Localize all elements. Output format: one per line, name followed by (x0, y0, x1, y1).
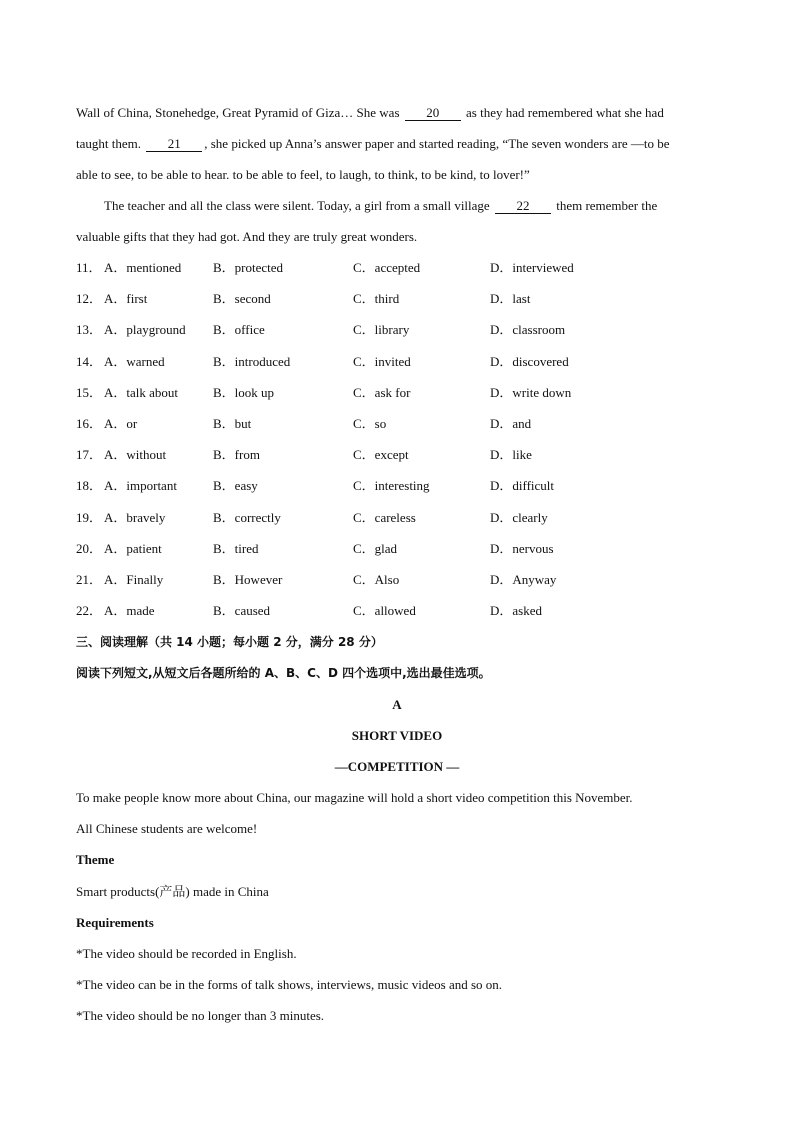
question-options-row (76, 478, 726, 494)
option-a: A．patient (104, 540, 162, 556)
question-number: 16． (76, 416, 103, 431)
blank-20: 20 (405, 106, 461, 121)
option-a: A．first (104, 291, 148, 307)
question-options-row (76, 416, 726, 432)
option-d: D．and (490, 416, 532, 431)
option-c: C．ask for (353, 384, 411, 400)
option-d: D．discovered (490, 353, 569, 369)
passage-text: as they had remembered what she had (466, 105, 664, 120)
option-d: D．nervous (490, 540, 554, 556)
option-d: D．interviewed (490, 260, 574, 275)
option-a: A．bravely (104, 509, 166, 525)
blank-21: 21 (146, 137, 202, 152)
option-c: C．interesting (353, 478, 430, 494)
option-b: B．correctly (213, 509, 281, 525)
option-c: C．except (353, 447, 409, 463)
question-options-row (76, 510, 726, 526)
option-c: C．Also (353, 572, 400, 587)
passage-line-4 (104, 198, 718, 214)
section-instruction: 阅读下列短文,从短文后各题所给的 A、B、C、D 四个选项中,选出最佳选项。 (76, 666, 491, 680)
question-options-row (76, 322, 726, 338)
option-a: A．Finally (104, 572, 164, 587)
option-b: B．protected (213, 260, 284, 275)
theme-label: Theme (76, 852, 115, 867)
option-d: D．write down (490, 384, 572, 400)
question-number: 22． (76, 603, 103, 619)
option-b: B．look up (213, 384, 275, 400)
requirements-label: Requirements (76, 915, 154, 930)
option-b: B．from (213, 447, 260, 463)
option-d: D．clearly (490, 509, 548, 525)
passage-line-5: valuable gifts that they had got. And they are truly great wonders. (76, 229, 418, 244)
ad-subtitle: —COMPETITION — (334, 759, 460, 774)
option-a: A．playground (104, 322, 186, 338)
passage-text: , she picked up Anna’s answer paper and started reading, “The seven wonders are —to be (204, 136, 670, 151)
option-b: B．introduced (213, 353, 291, 369)
theme-text: Smart products(产品) made in China (76, 884, 269, 899)
passage-letter: A (392, 697, 402, 712)
option-d: D．asked (490, 603, 542, 619)
question-options-row (76, 447, 726, 463)
question-options-row (76, 260, 726, 276)
blank-22: 22 (495, 199, 551, 214)
option-b: B．easy (213, 478, 258, 494)
option-a: A．mentioned (104, 260, 182, 275)
question-number: 21． (76, 572, 103, 587)
question-number: 19． (76, 509, 103, 525)
question-number: 13． (76, 322, 103, 338)
passage-text: taught them. (76, 136, 141, 151)
question-number: 18． (76, 478, 103, 494)
requirement-1: *The video should be recorded in English. (76, 946, 297, 961)
passage-text: them remember the (556, 198, 658, 213)
question-number: 14． (76, 353, 103, 369)
option-a: A．important (104, 478, 177, 494)
option-c: C．third (353, 291, 400, 307)
option-a: A．or (104, 416, 138, 431)
option-d: D．last (490, 291, 531, 307)
requirement-3: *The video should be no longer than 3 minutes. (76, 1008, 325, 1023)
option-c: C．careless (353, 509, 416, 525)
question-options-row (76, 291, 726, 307)
option-c: C．accepted (353, 260, 421, 275)
option-a: A．talk about (104, 384, 179, 400)
option-c: C．so (353, 416, 387, 431)
question-number: 20． (76, 540, 103, 556)
option-c: C．allowed (353, 603, 416, 619)
requirement-2: *The video can be in the forms of talk shows, interviews, music videos and so on. (76, 977, 503, 992)
option-a: A．warned (104, 353, 165, 369)
question-number: 17． (76, 447, 103, 463)
option-b: B．office (213, 322, 265, 338)
option-c: C．glad (353, 540, 398, 556)
option-b: B．However (213, 572, 283, 587)
passage-line-2 (76, 136, 718, 152)
question-options-row (76, 354, 726, 370)
question-options-row (76, 603, 726, 619)
ad-intro-1: To make people know more about China, our magazine will hold a short video competition this November. (76, 790, 633, 805)
option-c: C．library (353, 322, 410, 338)
section-heading: 三、阅读理解（共 14 小题；每小题 2 分，满分 28 分） (76, 635, 383, 649)
question-number: 12． (76, 291, 103, 307)
ad-intro-2: All Chinese students are welcome! (76, 821, 258, 836)
passage-text: The teacher and all the class were silent. Today, a girl from a small village (104, 198, 490, 213)
question-options-row (76, 385, 726, 401)
passage-line-1 (76, 105, 718, 121)
question-number: 11． (76, 260, 102, 275)
option-a: A．without (104, 447, 167, 463)
option-c: C．invited (353, 353, 411, 369)
question-options-row (76, 572, 726, 588)
passage-text: Wall of China, Stonehedge, Great Pyramid of Giza… She was (76, 105, 400, 120)
option-d: D．classroom (490, 322, 566, 338)
option-d: D．like (490, 447, 532, 463)
option-b: B．but (213, 416, 252, 431)
option-b: B．caused (213, 603, 271, 619)
question-number: 15． (76, 384, 103, 400)
option-d: D．Anyway (490, 572, 557, 587)
option-a: A．made (104, 603, 155, 619)
ad-title: SHORT VIDEO (351, 728, 443, 743)
question-options-row (76, 541, 726, 557)
option-b: B．tired (213, 540, 259, 556)
passage-line-3: able to see, to be able to hear. to be able to feel, to laugh, to think, to be kind, to lover!” (76, 167, 530, 182)
option-b: B．second (213, 291, 271, 307)
option-d: D．difficult (490, 478, 555, 494)
